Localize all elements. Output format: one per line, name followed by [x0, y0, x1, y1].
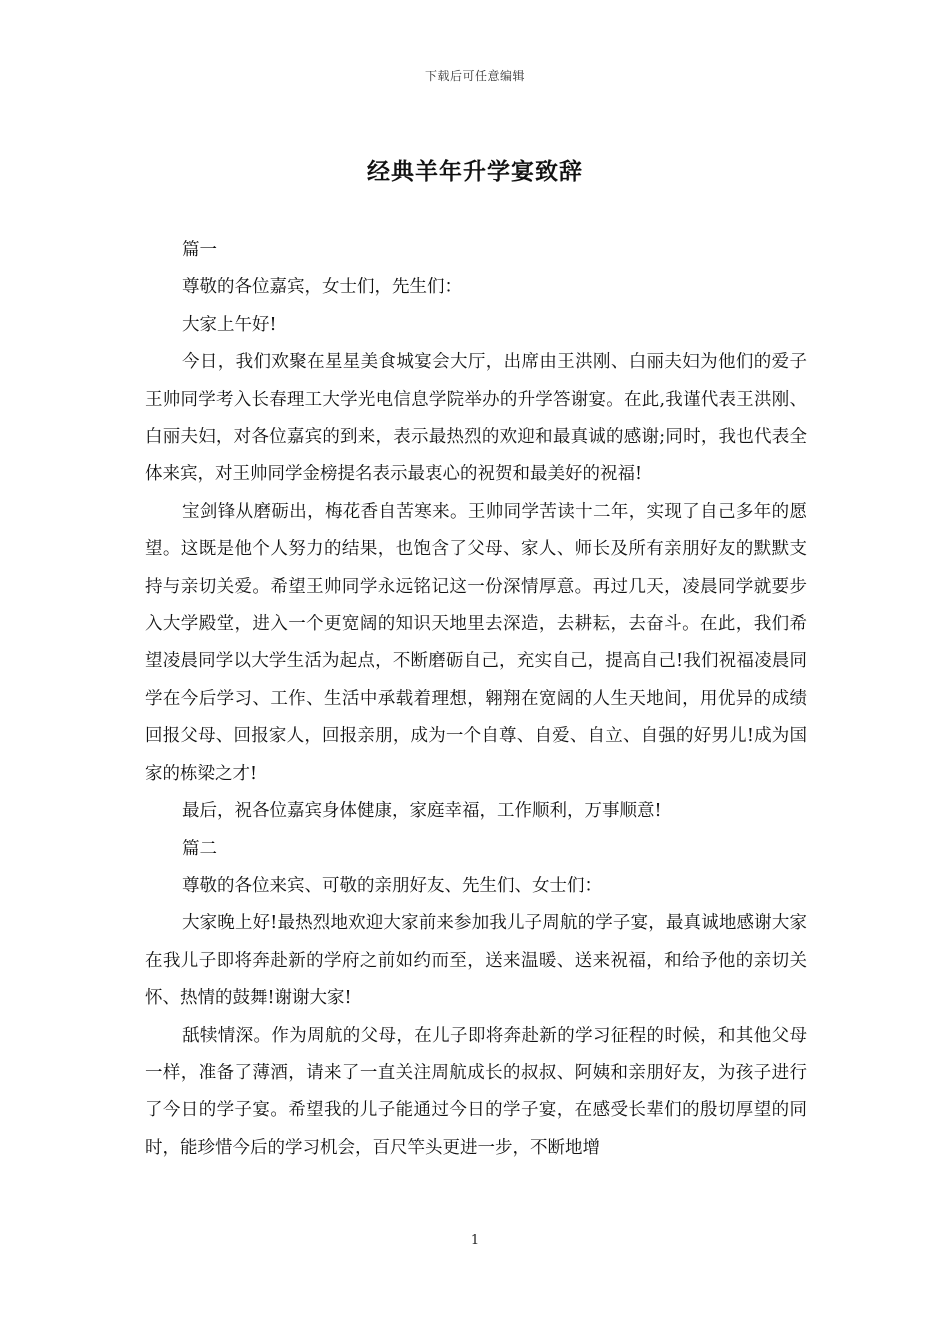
header-note: 下载后可任意编辑: [424, 69, 525, 83]
document-title: 经典羊年升学宴致辞: [367, 158, 583, 185]
greeting-1: 大家上午好!: [182, 314, 277, 335]
salutation-1: 尊敬的各位嘉宾，女士们，先生们：: [182, 277, 462, 298]
section-heading-1: 篇一: [182, 240, 217, 260]
closing-paragraph-1: 最后，祝各位嘉宾身体健康，家庭幸福，工作顺利，万事顺意!: [182, 801, 662, 822]
salutation-2: 尊敬的各位来宾、可敬的亲朋好友、先生们、女士们：: [182, 875, 602, 896]
body-paragraph: 今日，我们欢聚在星星美食城宴会大厅，出席由王洪刚、白丽夫妇为他们的爱子王帅同学考入长春理工大学光电信息学院举办的升学答谢宴。在此,我谨代表王洪刚、白丽夫妇，对各位嘉宾的到来，表示最热烈的欢迎和最真诚的感谢;同时，我也代表全体来宾，对王帅同学金榜提名表示最衷心的祝贺和最美好的祝福!: [145, 352, 807, 485]
body-paragraph: 大家晚上好!最热烈地欢迎大家前来参加我儿子周航的学子宴，最真诚地感谢大家在我儿子即将奔赴新的学府之前如约而至，送来温暖、送来祝福，和给予他的亲切关怀、热情的鼓舞!谢谢大家!: [145, 913, 807, 1009]
body-paragraph: 宝剑锋从磨砺出，梅花香自苦寒来。王帅同学苦读十二年，实现了自己多年的愿望。这既是他个人努力的结果，也饱含了父母、家人、师长及所有亲朋好友的默默支持与亲切关爱。希望王帅同学永远铭记这一份深情厚意。再过几天，凌晨同学就要步入大学殿堂，进入一个更宽阔的知识天地里去深造，去耕耘，去奋斗。在此，我们希望凌晨同学以大学生活为起点，不断磨砺自己，充实自己，提高自己!我们祝福凌晨同学在今后学习、工作、生活中承载着理想，翱翔在宽阔的人生天地间，用优异的成绩回报父母、回报家人，回报亲朋，成为一个自尊、自爱、自立、自强的好男儿!成为国家的栋梁之才!: [145, 501, 807, 784]
page-number: 1: [470, 1233, 480, 1248]
document-body: [145, 232, 807, 1167]
section-heading-2: 篇二: [182, 838, 217, 859]
body-paragraph: 舐犊情深。作为周航的父母，在儿子即将奔赴新的学习征程的时候，和其他父母一样，准备了薄酒，请来了一直关注周航成长的叔叔、阿姨和亲朋好友，为孩子进行了今日的学子宴。希望我的儿子能通过今日的学子宴，在感受长辈们的殷切厚望的同时，能珍惜今后的学习机会，百尺竿头更进一步，不断地增: [145, 1025, 807, 1158]
